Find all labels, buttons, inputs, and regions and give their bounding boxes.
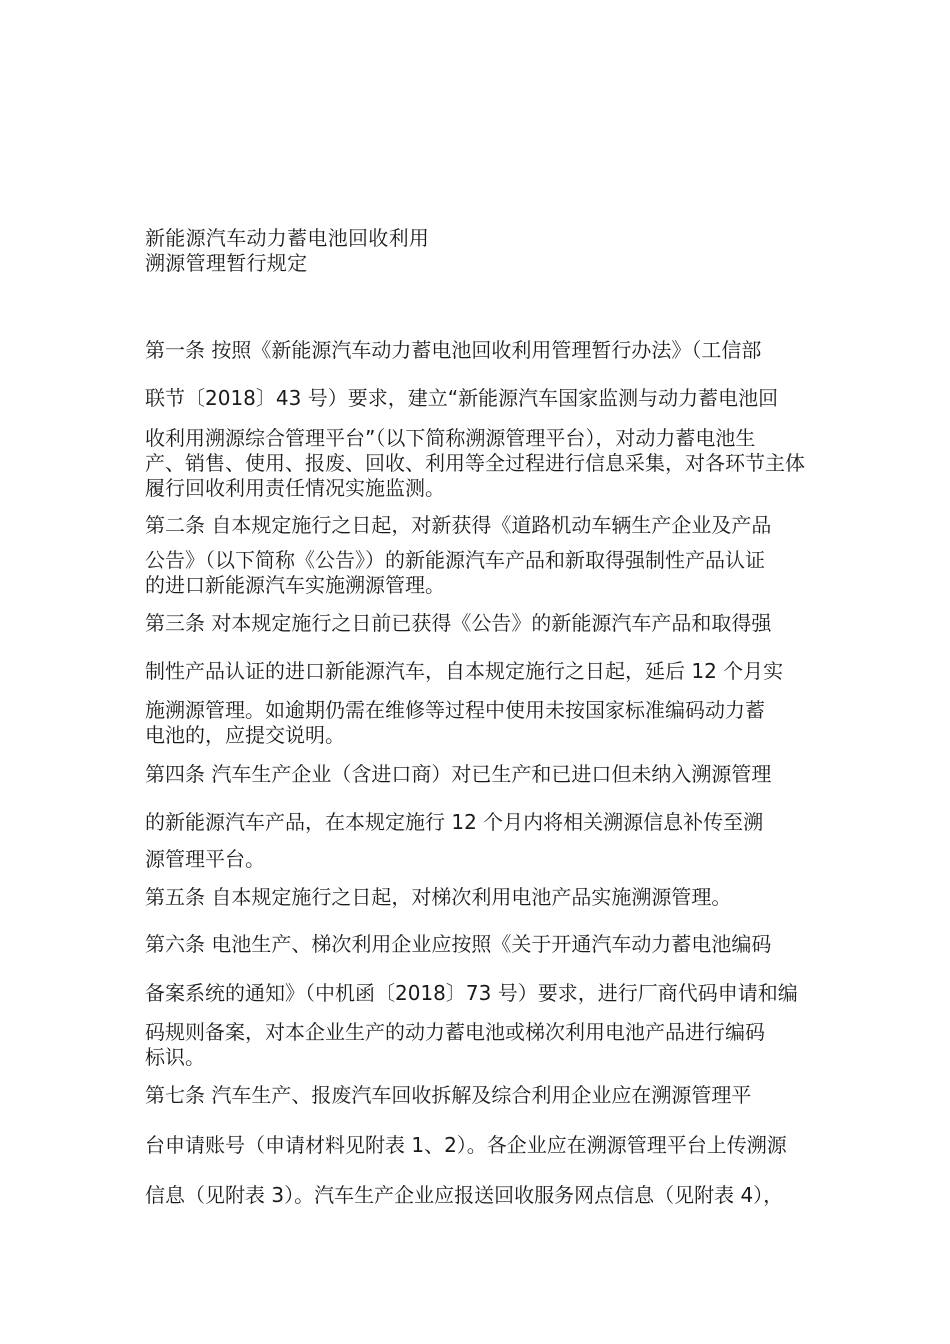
- article-5-line-1: 第五条 自本规定施行之日起，对梯次利用电池产品实施溯源管理。: [145, 885, 732, 909]
- title-line-1: 新能源汽车动力蓄电池回收利用: [145, 226, 430, 250]
- document-title: [145, 226, 805, 276]
- article-7-line-2: 台申请账号（申请材料见附表 1、2）。各企业应在溯源管理平台上传溯源: [145, 1133, 787, 1157]
- article-7-line-1: 第七条 汽车生产、报废汽车回收拆解及综合利用企业应在溯源管理平: [145, 1083, 752, 1107]
- article-3-line-2: 制性产品认证的进口新能源汽车，自本规定施行之日起，延后 12 个月实: [145, 659, 784, 683]
- article-2-line-3: 的进口新能源汽车实施溯源管理。: [145, 573, 445, 597]
- article-6-line-1: 第六条 电池生产、梯次利用企业应按照《关于开通汽车动力蓄电池编码: [145, 932, 772, 956]
- article-2-line-1: 第二条 自本规定施行之日起，对新获得《道路机动车辆生产企业及产品: [145, 513, 772, 537]
- article-6-line-3: 码规则备案，对本企业生产的动力蓄电池或梯次利用电池产品进行编码: [145, 1020, 765, 1044]
- article-1-line-1: 第一条 按照《新能源汽车动力蓄电池回收利用管理暂行办法》（工信部: [145, 338, 762, 362]
- article-3-line-4: 电池的，应提交说明。: [145, 723, 345, 747]
- title-line-2: 溯源管理暂行规定: [145, 251, 308, 275]
- article-3-line-3: 施溯源管理。如逾期仍需在维修等过程中使用未按国家标准编码动力蓄: [145, 698, 765, 722]
- article-4-line-2: 的新能源汽车产品，在本规定施行 12 个月内将相关溯源信息补传至溯: [145, 810, 764, 834]
- article-1-line-3: 收利用溯源综合管理平台”（以下简称溯源管理平台），对动力蓄电池生: [145, 426, 756, 450]
- article-6-line-2: 备案系统的通知》（中机函〔2018〕73 号）要求，进行厂商代码申请和编: [145, 981, 798, 1005]
- article-1-line-2: 联节〔2018〕43 号）要求，建立“新能源汽车国家监测与动力蓄电池回: [145, 386, 779, 410]
- article-4-line-1: 第四条 汽车生产企业（含进口商）对已生产和已进口但未纳入溯源管理: [145, 762, 772, 786]
- article-6-line-4: 标识。: [145, 1045, 205, 1069]
- article-7-line-3: 信息（见附表 3）。汽车生产企业应报送回收服务网点信息（见附表 4），: [145, 1183, 784, 1207]
- article-2-line-2: 公告》（以下简称《公告》）的新能源汽车产品和新取得强制性产品认证: [145, 548, 765, 572]
- article-1-line-4: 产、销售、使用、报废、回收、利用等全过程进行信息采集，对各环节主体: [145, 451, 805, 475]
- article-3-line-1: 第三条 对本规定施行之日前已获得《公告》的新能源汽车产品和取得强: [145, 611, 772, 635]
- article-4-line-3: 源管理平台。: [145, 847, 265, 871]
- article-1-line-5: 履行回收利用责任情况实施监测。: [145, 476, 445, 500]
